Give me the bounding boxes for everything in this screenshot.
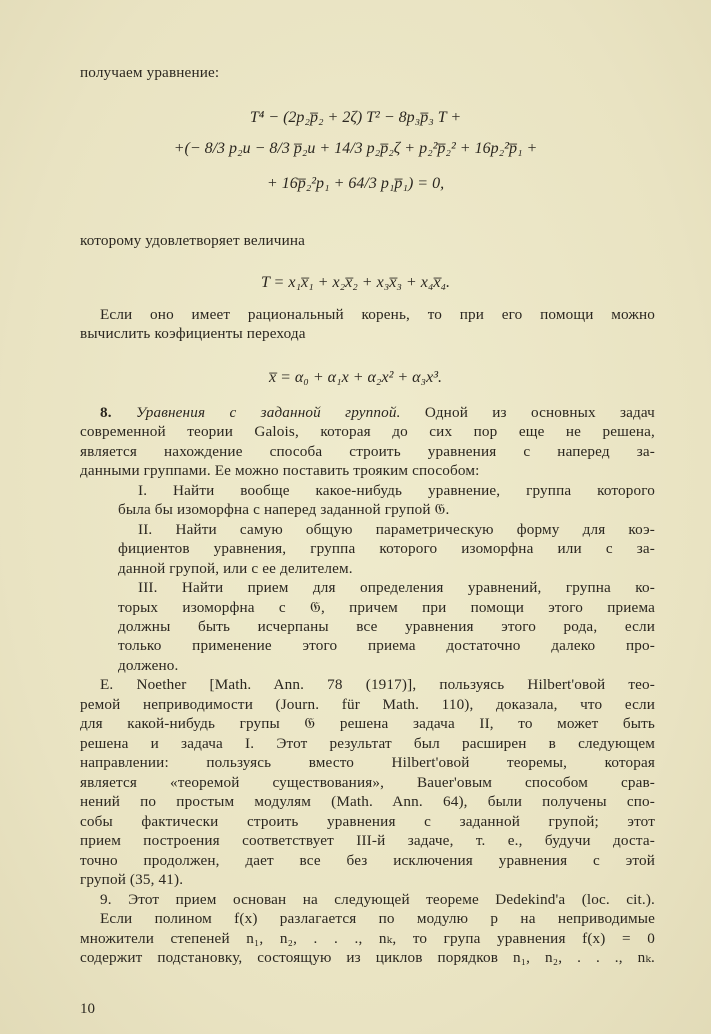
section8-line: является нахождение способа строить уравнения с наперед за- bbox=[80, 443, 655, 460]
noether-line: направлении: пользуясь вместо Hilbert'овой теоремы, которая bbox=[80, 754, 655, 771]
section8-title: Уравнения с заданной группой. bbox=[135, 404, 401, 421]
noether-line: собы фактически строить уравнения с заданной групой; этот bbox=[80, 813, 655, 830]
section8-line: современной теории Galois, которая до сих пор еще не решена, bbox=[80, 423, 655, 440]
intro-text: получаем уравнение: bbox=[80, 64, 220, 81]
item2-line: II. Найти самую общую параметрическую форму для коэ- bbox=[138, 521, 655, 538]
section9-line: Если полином f(x) разлагается по модулю p на неприводимые bbox=[100, 910, 655, 927]
equation2: T = x₁x̅₁ + x₂x̅₂ + x₃x̅₃ + x₄x̅₄. bbox=[260, 274, 451, 291]
section8-line: данными группами. Ее можно поставить трояким способом: bbox=[80, 462, 480, 479]
item3-line: III. Найти прием для определения уравнений, групна ко- bbox=[138, 579, 655, 596]
section9-line: содержит подстановку, состоящую из циклов порядков n₁, n₂, . . ., nₖ. bbox=[80, 949, 655, 966]
equation1-line2: +(− 8/3 p₂u − 8/3 p̅₂u + 14/3 p₂p̅₂ζ + p₂²p̅₂² + 16p₂²p̅₁ + bbox=[173, 140, 538, 157]
noether-line: групой (35, 41). bbox=[80, 871, 184, 888]
noether-line: для какой-нибудь групы 𝔊 решена задача II, то может быть bbox=[80, 715, 655, 732]
equation1-line1: T⁴ − (2p₂p̅₂ + 2ζ) T² − 8p₃p̅₃ T + bbox=[249, 109, 462, 126]
equation1-line3: + 16p̅₂²p₁ + 64/3 p₁p̅₁) = 0, bbox=[266, 175, 445, 192]
section8-text: Одной из основных задач bbox=[424, 404, 655, 421]
page-number: 10 bbox=[80, 1001, 95, 1017]
after-eq1-text: которому удовлетворяет величина bbox=[80, 232, 306, 249]
noether-line: точно продолжен, дает все без исключения уравнения с этой bbox=[80, 852, 655, 869]
noether-line: решена и задача I. Этот результат был расширен в следующем bbox=[80, 735, 655, 752]
noether-line: E. Noether [Math. Ann. 78 (1917)], пользуясь Hilbert'овой тео- bbox=[100, 676, 655, 693]
item2-line: данной групой, или с ее делителем. bbox=[118, 560, 353, 577]
equation3: x̅ = α₀ + α₁x + α₂x² + α₃x³. bbox=[268, 369, 443, 386]
item1-line: I. Найти вообще какое-нибудь уравнение, группа которого bbox=[138, 482, 655, 499]
section8-number: 8. bbox=[100, 404, 112, 421]
item3-line: торых изоморфна с 𝔊, причем при помощи этого приема bbox=[118, 599, 655, 616]
item2-line: фициентов уравнения, группа которого изоморфна или с за- bbox=[118, 540, 655, 557]
noether-line: является «теоремой существования», Bauer'овым способом срав- bbox=[80, 774, 655, 791]
item3-line: должено. bbox=[118, 657, 179, 674]
item1-line: была бы изоморфна с наперед заданной групой 𝔊. bbox=[118, 501, 450, 518]
section9-line: 9. Этот прием основан на следующей теореме Dedekind'a (loc. cit.). bbox=[100, 891, 655, 908]
noether-line: ремой неприводимости (Journ. für Math. 110), доказала, что если bbox=[80, 696, 655, 713]
para1-line: Если оно имеет рациональный корень, то при его помощи можно bbox=[100, 306, 655, 323]
item3-line: только применение этого приема достаточно далеко про- bbox=[118, 637, 655, 654]
noether-line: нений по простым модулям (Math. Ann. 64), были получены спо- bbox=[80, 793, 655, 810]
item3-line: должны быть исчерпаны все уравнения этого рода, если bbox=[118, 618, 655, 635]
noether-line: прием построения соответствует III-й задаче, т. е., будучи доста- bbox=[80, 832, 655, 849]
section9-line: множители степеней n₁, n₂, . . ., nₖ, то група уравнения f(x) = 0 bbox=[80, 930, 655, 947]
para1-line: вычислить коэфициенты перехода bbox=[80, 325, 306, 342]
section8-heading-line bbox=[100, 403, 655, 422]
